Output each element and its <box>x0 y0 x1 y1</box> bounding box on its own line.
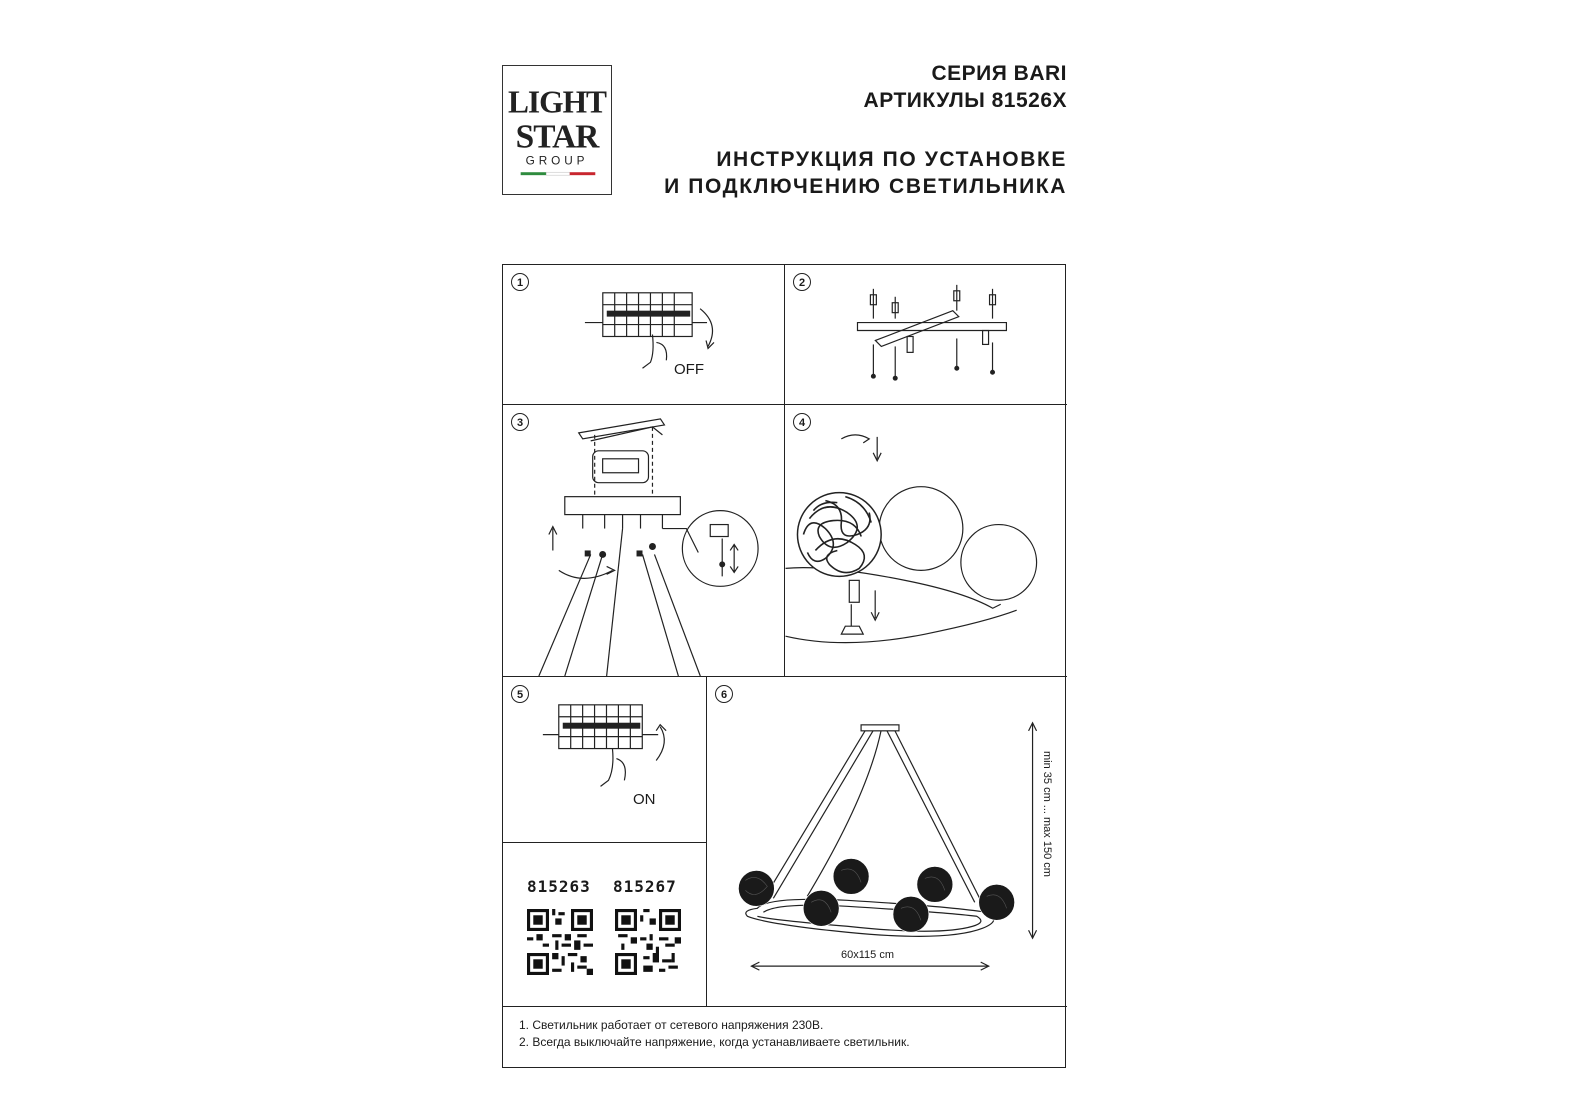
off-label: OFF <box>674 361 704 378</box>
step-4-number: 4 <box>793 413 811 431</box>
logo-graphic <box>503 66 611 194</box>
on-label: ON <box>633 791 656 808</box>
height-dimension-label: min 35 cm ... max 150 cm <box>1041 751 1053 877</box>
qr-code-2[interactable] <box>615 909 681 975</box>
notes-panel <box>503 1007 1067 1069</box>
articles-title: АРТИКУЛЫ 81526X <box>863 89 1067 112</box>
qr-code-1[interactable] <box>527 909 593 975</box>
article-code-2: 815267 <box>613 877 677 896</box>
instruction-grid <box>502 264 1066 1068</box>
step-1-panel <box>503 265 785 405</box>
breaker-switches <box>607 311 690 317</box>
mounting-bracket-illustration <box>785 265 1067 404</box>
note-2: 2. Всегда выключайте напряжение, когда устанавливаете светильник. <box>519 1035 910 1049</box>
header-instruction-block <box>664 146 1067 200</box>
step-2-number: 2 <box>793 273 811 291</box>
note-1: 1. Светильник работает от сетевого напряжения 230В. <box>519 1018 824 1032</box>
step-1-number: 1 <box>511 273 529 291</box>
series-title: СЕРИЯ BARI <box>931 62 1067 85</box>
breaker-on-illustration <box>503 677 706 842</box>
step-6-number: 6 <box>715 685 733 703</box>
step-6-panel <box>707 677 1067 1007</box>
instruction-title-line1: ИНСТРУКЦИЯ ПО УСТАНОВКЕ <box>716 148 1067 171</box>
wire-globe <box>797 493 881 577</box>
globe-install-illustration <box>785 405 1067 676</box>
width-dimension-label: 60x115 cm <box>841 949 894 961</box>
step-5-panel <box>503 677 707 843</box>
step-4-panel <box>785 405 1067 677</box>
step-3-number: 3 <box>511 413 529 431</box>
articles-panel <box>503 843 707 1007</box>
logo-text-light: LIGHT <box>507 84 607 120</box>
logo-text-group: GROUP <box>525 154 589 168</box>
notes-list <box>519 1017 910 1051</box>
flag-green <box>521 172 547 175</box>
globe-1 <box>738 870 774 906</box>
globe-5 <box>917 866 953 902</box>
breaker-off-illustration <box>503 265 784 404</box>
wiring-hanging-illustration <box>503 405 784 676</box>
flag-red <box>570 172 596 175</box>
step-3-panel <box>503 405 785 677</box>
brand-logo <box>502 65 612 195</box>
globe-2 <box>803 890 839 926</box>
step-5-number: 5 <box>511 685 529 703</box>
globe-3 <box>833 858 869 894</box>
step-2-panel <box>785 265 1067 405</box>
article-code-1: 815263 <box>527 877 591 896</box>
header-series-block <box>864 60 1067 114</box>
globe-4 <box>893 896 929 932</box>
logo-text-star: STAR <box>515 118 599 156</box>
instruction-title-line2: И ПОДКЛЮЧЕНИЮ СВЕТИЛЬНИКА <box>664 175 1067 198</box>
globe-6 <box>979 884 1015 920</box>
breaker-switches <box>563 723 641 729</box>
flag-white <box>546 172 570 175</box>
